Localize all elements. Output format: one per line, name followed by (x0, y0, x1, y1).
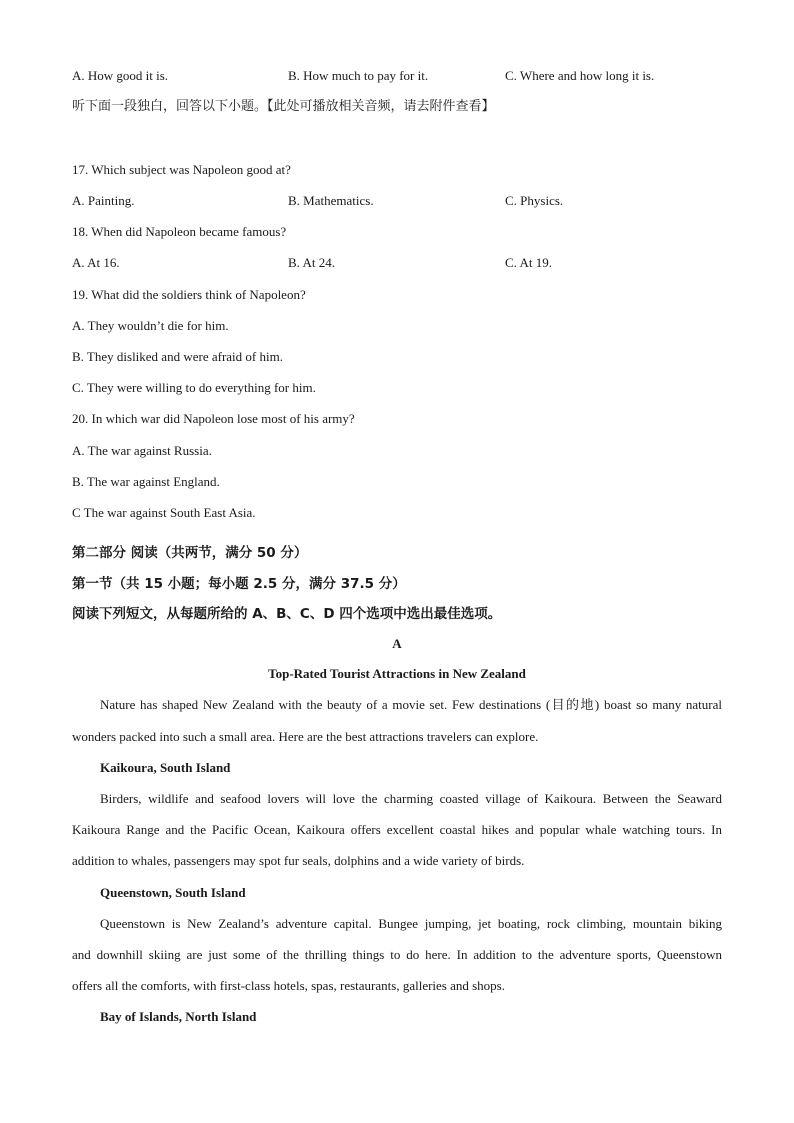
kaikoura-line-2: Kaikoura Range and the Pacific Ocean, Kaikoura offers excellent coastal hikes and popular whale watching tours. In (72, 822, 722, 837)
intro-line-2: wonders packed into such a small area. Here are the best attractions travelers can explore. (72, 729, 539, 744)
q18-question: 18. When did Napoleon became famous? (72, 224, 287, 239)
q16-option-b: B. How much to pay for it. (288, 68, 429, 83)
queenstown-line-2: and downhill skiing are just some of the thrilling things to do here. In addition to the adventure sports, Queenstown (72, 947, 722, 962)
q17-option-c: C. Physics. (505, 193, 564, 208)
queenstown-heading: Queenstown, South Island (100, 885, 246, 900)
q19-option-c: C. They were willing to do everything for him. (72, 380, 316, 395)
bay-of-islands-heading: Bay of Islands, North Island (100, 1009, 257, 1024)
queenstown-line-1: Queenstown is New Zealand’s adventure capital. Bungee jumping, jet boating, rock climbing, mountain biking (100, 916, 722, 931)
q20-option-a: A. The war against Russia. (72, 443, 212, 458)
q18-option-a: A. At 16. (72, 255, 120, 270)
audio-instruction: 听下面一段独白，回答以下小题。【此处可播放相关音频，请去附件查看】 (72, 99, 495, 114)
intro-line-1: Nature has shaped New Zealand with the beauty of a movie set. Few destinations (目的地) boast so many natural (100, 697, 722, 712)
passage-label: A (392, 636, 402, 651)
q19-option-b: B. They disliked and were afraid of him. (72, 349, 283, 364)
part2-heading: 第二部分 阅读（共两节，满分 50 分） (72, 545, 308, 561)
q17-option-b: B. Mathematics. (288, 193, 374, 208)
q17-question: 17. Which subject was Napoleon good at? (72, 162, 291, 177)
q16-option-c: C. Where and how long it is. (505, 68, 655, 83)
q16-option-a: A. How good it is. (72, 68, 169, 83)
kaikoura-line-1: Birders, wildlife and seafood lovers will love the charming coasted village of Kaikoura. Between the Seaward (100, 791, 722, 806)
q20-question: 20. In which war did Napoleon lose most of his army? (72, 411, 355, 426)
q20-option-c: C The war against South East Asia. (72, 505, 256, 520)
section1-heading: 第一节（共 15 小题；每小题 2.5 分，满分 37.5 分） (72, 576, 406, 592)
q17-option-a: A. Painting. (72, 193, 135, 208)
kaikoura-heading: Kaikoura, South Island (100, 760, 231, 775)
passage-title: Top-Rated Tourist Attractions in New Zealand (268, 666, 526, 681)
kaikoura-line-3: addition to whales, passengers may spot fur seals, dolphins and a wide variety of birds. (72, 853, 525, 868)
q20-option-b: B. The war against England. (72, 474, 220, 489)
q19-question: 19. What did the soldiers think of Napoleon? (72, 287, 306, 302)
q18-option-c: C. At 19. (505, 255, 552, 270)
q18-option-b: B. At 24. (288, 255, 335, 270)
queenstown-line-3: offers all the comforts, with first-class hotels, spas, restaurants, galleries and shops. (72, 978, 505, 993)
q19-option-a: A. They wouldn’t die for him. (72, 318, 229, 333)
reading-instruction: 阅读下列短文，从每题所给的 A、B、C、D 四个选项中选出最佳选项。 (72, 606, 502, 622)
